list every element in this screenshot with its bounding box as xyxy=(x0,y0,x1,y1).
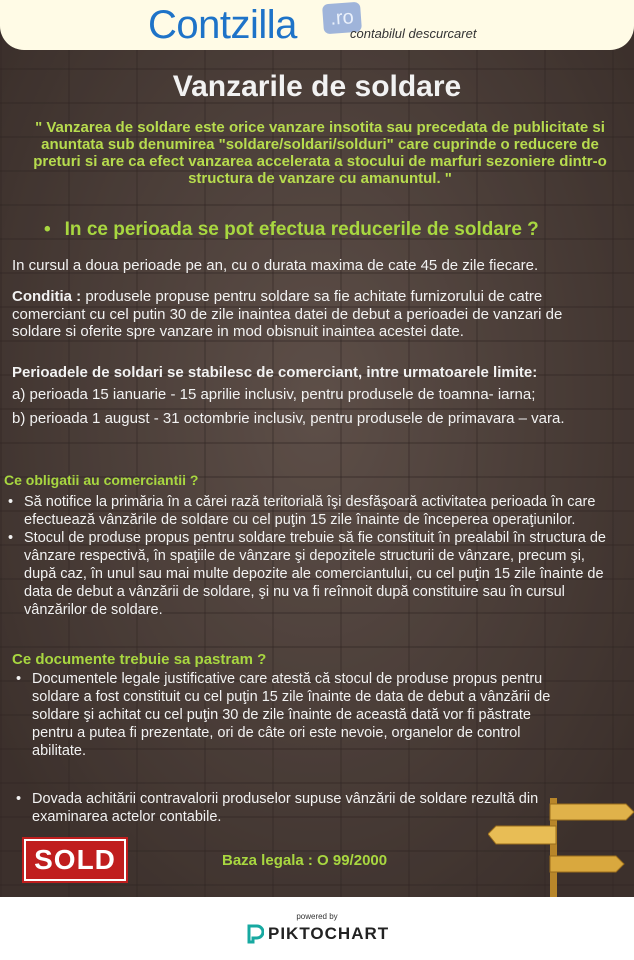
period-question xyxy=(44,219,539,241)
piktochart-logo-icon[interactable] xyxy=(246,924,264,944)
bullet-icon: • xyxy=(44,219,51,240)
list-item: • Documentele legale justificative care atestă că stocul de produse propus pentru soldare a fost constituit cu cel puţin 15 zile înainte de data de debut a vânzării de soldare şi achitat cu cel puţin 30 de zile înainte de această dată vor fi păstrate pentru a putea fi prezentate, ori de câte ori este nevoie, organelor de control abilitate. xyxy=(12,670,572,760)
page-title: Vanzarile de soldare xyxy=(172,70,462,103)
obligations-heading: Ce obligatii au comerciantii ? xyxy=(4,472,199,488)
sold-badge xyxy=(24,839,126,881)
documents-heading: Ce documente trebuie sa pastram ? xyxy=(12,651,267,668)
brand-tagline: contabilul descurcaret xyxy=(350,26,477,41)
signpost-icon xyxy=(488,798,634,897)
list-item: • Să notifice la primăria în a cărei rază teritorială îşi desfăşoară activitatea perioada în care efectuează vânzările de soldare cu cel puţin 15 zile înainte de începerea operaţiunilor. xyxy=(4,493,614,529)
condition-label: Conditia : xyxy=(12,288,82,305)
obligations-list xyxy=(4,493,614,619)
period-answer: In cursul a doua perioade pe an, cu o durata maxima de cate 45 de zile fiecare. xyxy=(12,257,539,274)
definition-quote: " Vanzarea de soldare este orice vanzare insotita sau precedata de publicitate si anuntata sub denumirea "soldare/soldari/solduri" care cuprinde o reducere de preturi si are ca efect vanzarea accelerata a stocului de marfuri sezoniere dintr-o structura de vanzare cu amanuntul. " xyxy=(33,119,607,187)
condition-text: produsele propuse pentru soldare sa fie achitate furnizorului de catre comerciant cu cel putin 30 de zile inaintea datei de debut a perioadei de vanzari de soldare si oferite spre vanzare in mod obisnuit inaintea acestei date. xyxy=(12,288,563,340)
powered-by: powered by xyxy=(296,912,338,921)
header-banner xyxy=(0,0,634,50)
brand-logo[interactable]: Contzilla xyxy=(148,3,297,47)
condition-paragraph xyxy=(12,288,602,341)
piktochart-wordmark[interactable]: PIKTOCHART xyxy=(268,924,390,943)
list-item: • Dovada achitării contravalorii produselor supuse vânzării de soldare rezultă din examinarea actelor contabile. xyxy=(12,790,572,826)
period-question-text: In ce perioada se pot efectua reducerile de soldare ? xyxy=(64,219,539,240)
period-a: a) perioada 15 ianuarie - 15 aprilie inclusiv, pentru produsele de toamna- iarna; xyxy=(12,386,536,403)
sold-badge-text: SOLD xyxy=(34,844,116,875)
periods-heading: Perioadele de soldari se stabilesc de comerciant, intre urmatoarele limite: xyxy=(12,364,538,381)
legal-basis: Baza legala : O 99/2000 xyxy=(222,852,388,869)
list-item: • Stocul de produse propus pentru soldare trebuie să fie constituit în prealabil în structura de vânzare respectivă, în spaţiile de vânzare şi depozitele structurii de vânzare, precum şi, după caz, în unul sau mai multe depozite ale comerciantului, cu cel puţin 15 zile înainte de data de debut a vânzării de soldare, şi nu va fi reînnoit după constituire sau în cursul vânzărilor de soldare. xyxy=(4,529,614,619)
period-b: b) perioada 1 august - 31 octombrie inclusiv, pentru produsele de primavara – vara. xyxy=(12,410,565,427)
brand-tld: .ro xyxy=(322,2,362,35)
